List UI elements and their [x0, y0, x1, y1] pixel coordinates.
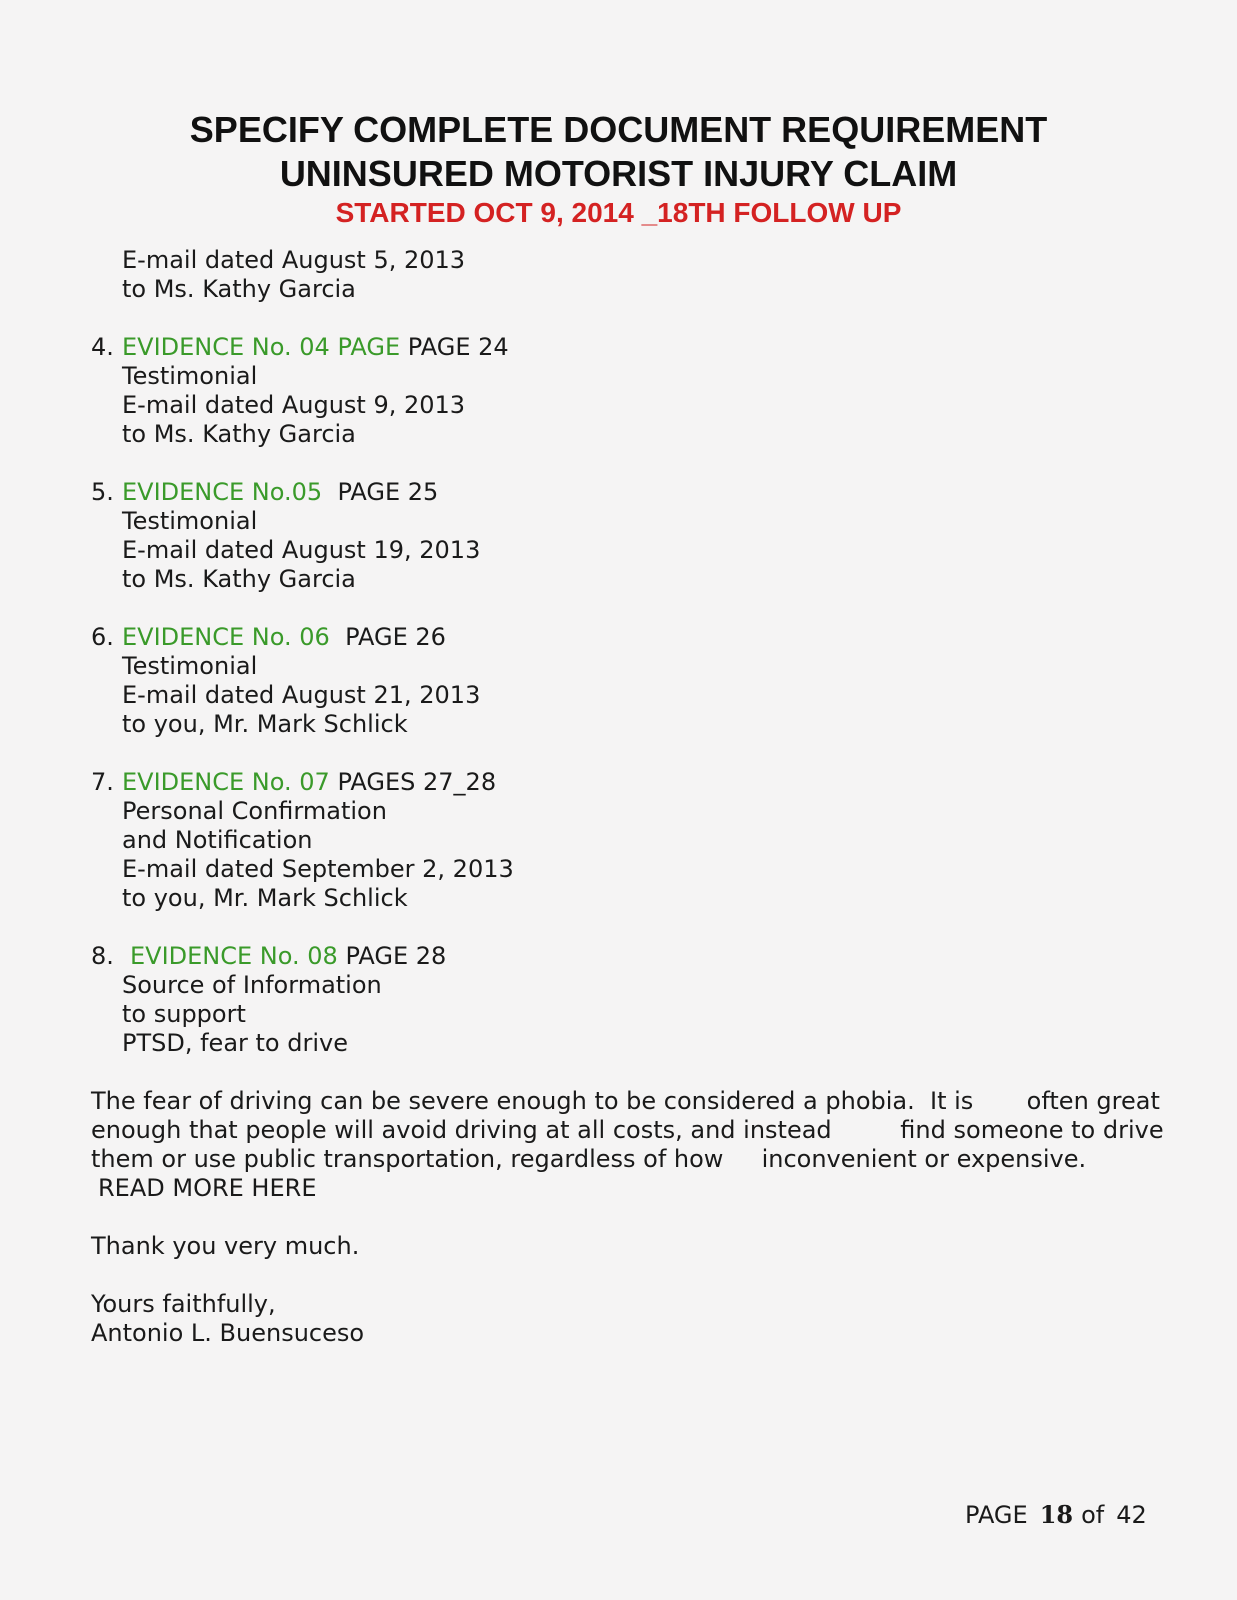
item-number: 6. [91, 623, 114, 651]
evidence-link[interactable]: EVIDENCE No. 06 [122, 623, 330, 651]
evidence-heading [91, 333, 1151, 362]
thanks-text: Thank you very much. [91, 1232, 360, 1260]
evidence-item [91, 623, 1151, 739]
evidence-item [91, 768, 1151, 913]
document-body [91, 246, 1164, 1348]
page-label: PAGE [965, 1501, 1028, 1529]
fear-paragraph [91, 1087, 1164, 1203]
of-label: of [1081, 1501, 1105, 1529]
continuation-line: to Ms. Kathy Garcia [122, 275, 356, 303]
evidence-detail-line: E-mail dated August 9, 2013 [122, 391, 466, 419]
evidence-page-ref: PAGE 26 [329, 623, 446, 651]
item-number: 7. [91, 768, 114, 796]
evidence-detail-line: Testimonial [122, 652, 258, 680]
page-number: 18 [1039, 1500, 1074, 1529]
evidence-detail-line: E-mail dated August 19, 2013 [122, 536, 481, 564]
evidence-heading [91, 942, 1151, 971]
read-more-link[interactable]: READ MORE HERE [98, 1174, 317, 1202]
evidence-item [91, 333, 1151, 449]
evidence-item [91, 942, 1151, 1058]
closing-block [91, 1290, 1151, 1348]
evidence-detail-line: E-mail dated September 2, 2013 [122, 855, 514, 883]
title-line-1: SPECIFY COMPLETE DOCUMENT REQUIREMENT [189, 109, 1048, 150]
evidence-detail-line: Source of Information [122, 971, 382, 999]
evidence-list [91, 333, 1151, 1058]
item-number: 5. [91, 478, 114, 506]
page-footer [965, 1500, 1147, 1530]
evidence-heading [91, 623, 1151, 652]
title-line-2: UNINSURED MOTORIST INJURY CLAIM [279, 153, 958, 194]
evidence-detail-line: and Notification [122, 826, 313, 854]
continuation-line: E-mail dated August 5, 2013 [122, 246, 466, 274]
evidence-page-ref: PAGES 27_28 [329, 768, 497, 796]
evidence-detail-line: Testimonial [122, 362, 258, 390]
closing-text: Yours faithfully, [91, 1290, 276, 1318]
evidence-detail-line: Personal Confirmation [122, 797, 387, 825]
evidence-link[interactable]: EVIDENCE No. 04 PAGE [122, 333, 401, 361]
evidence-link[interactable]: EVIDENCE No. 08 [130, 942, 338, 970]
paragraph-line: them or use public transportation, regardless of how inconvenient or expensive. [91, 1145, 1087, 1173]
evidence-page-ref: PAGE 28 [337, 942, 447, 970]
evidence-detail-line: to support [122, 1000, 246, 1028]
evidence-item [91, 478, 1151, 594]
evidence-heading [91, 478, 1151, 507]
evidence-detail-line: to you, Mr. Mark Schlick [122, 884, 408, 912]
paragraph-line: enough that people will avoid driving at all costs, and instead find someone to drive [91, 1116, 1164, 1144]
evidence-detail-line: E-mail dated August 21, 2013 [122, 681, 481, 709]
document-header [0, 108, 1237, 230]
paragraph-line: The fear of driving can be severe enough to be considered a phobia. It is often great [91, 1087, 1160, 1115]
evidence-link[interactable]: EVIDENCE No.05 [122, 478, 323, 506]
subtitle: STARTED OCT 9, 2014 _18TH FOLLOW UP [335, 197, 902, 228]
evidence-page-ref: PAGE 25 [322, 478, 439, 506]
evidence-link[interactable]: EVIDENCE No. 07 [122, 768, 330, 796]
evidence-detail-line: to Ms. Kathy Garcia [122, 565, 356, 593]
total-pages: 42 [1116, 1501, 1147, 1529]
evidence-detail-line: to Ms. Kathy Garcia [122, 420, 356, 448]
signature-name: Antonio L. Buensuceso [91, 1319, 365, 1347]
item-number: 8. [91, 942, 114, 970]
item-number: 4. [91, 333, 114, 361]
continuation-block [91, 246, 1151, 304]
evidence-page-ref: PAGE 24 [400, 333, 509, 361]
evidence-detail-line: to you, Mr. Mark Schlick [122, 710, 408, 738]
evidence-heading [91, 768, 1151, 797]
evidence-detail-line: PTSD, fear to drive [122, 1029, 348, 1057]
evidence-detail-line: Testimonial [122, 507, 258, 535]
